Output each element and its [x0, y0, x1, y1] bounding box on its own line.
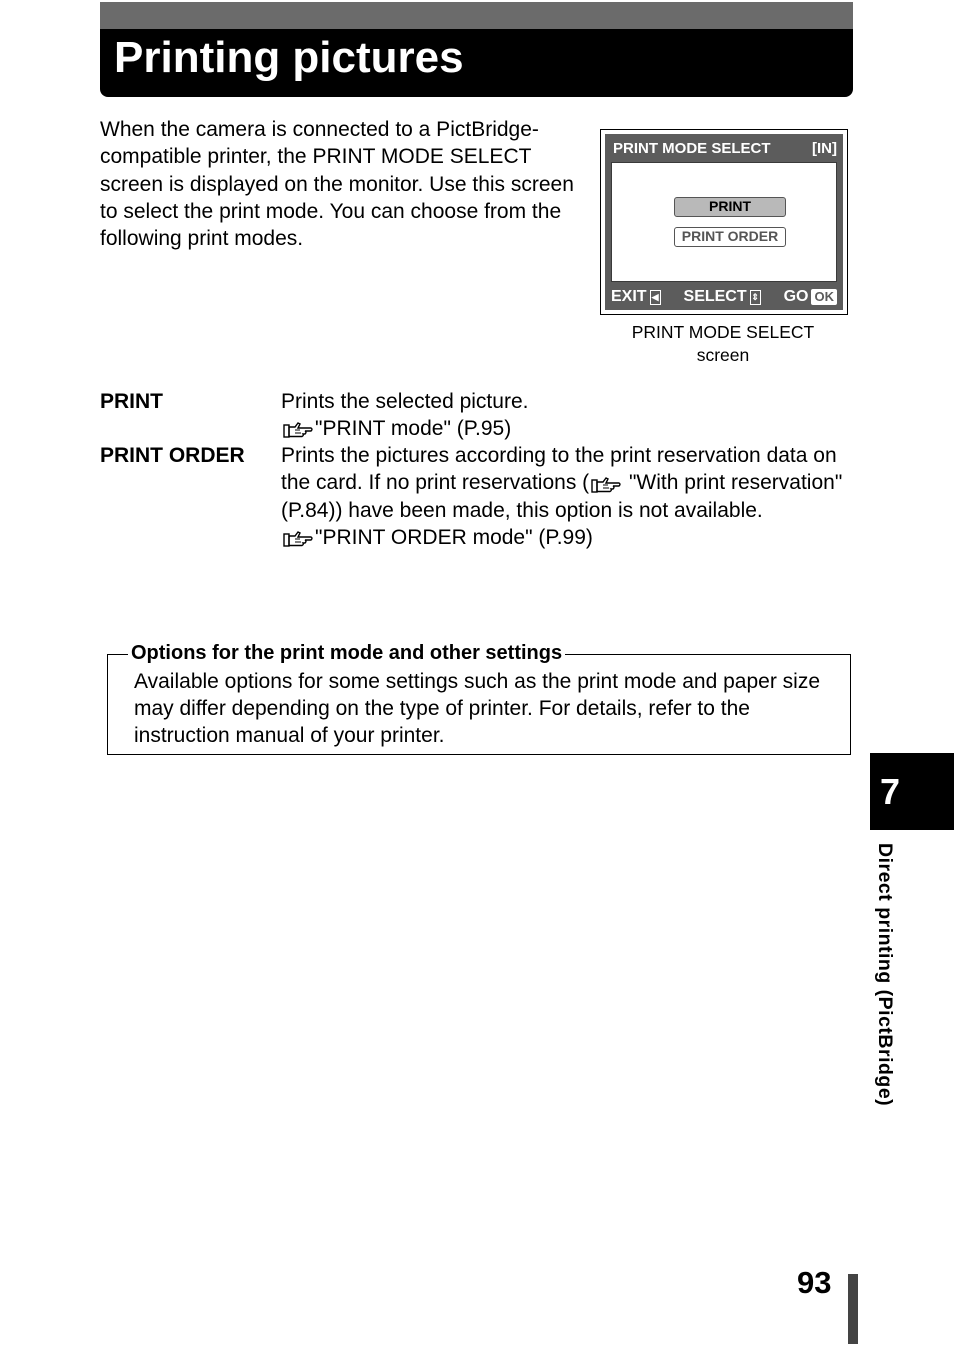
desc-print-order-part2: "With print reservation" (P.84)) have been made, this option is not available. [281, 471, 843, 522]
print-mode-select-screen [600, 129, 848, 315]
definition-desc-print [281, 388, 856, 443]
screen-caption-line1: PRINT MODE SELECT [631, 322, 815, 342]
desc-print-order-part1: Prints the pictures according to the print reservation data on the card. If no print reservations ( [281, 444, 837, 495]
go-label: GO [783, 288, 809, 305]
note-heading: Options for the print mode and other settings [128, 640, 565, 666]
camera-screen-title: PRINT MODE SELECT [613, 140, 771, 157]
note-text: Available options for some settings such as the print mode and paper size may differ depending on the type of printer. For details, refer to the instruction manual of your printer. [134, 670, 821, 747]
memory-indicator: [IN] [812, 140, 837, 157]
menu-option-print-order[interactable]: PRINT ORDER [674, 227, 786, 247]
chapter-side-label: Direct printing (PictBridge) [874, 843, 896, 1107]
page-number-bar [848, 1274, 858, 1344]
page-title-bar [100, 2, 853, 97]
reference-print-order-mode[interactable] [281, 524, 856, 551]
definition-term-print: PRINT [100, 390, 163, 413]
select-label: SELECT [683, 288, 747, 305]
exit-label: EXIT [611, 288, 647, 305]
reference-print-order-mode-text: "PRINT ORDER mode" (P.99) [315, 525, 593, 549]
menu-option-print[interactable]: PRINT [674, 197, 786, 217]
definition-desc-print-text: Prints the selected picture. [281, 390, 529, 413]
go-hint [784, 286, 837, 308]
screen-caption [600, 321, 846, 367]
definition-desc-print-order [281, 442, 856, 551]
intro-paragraph: When the camera is connected to a PictBridge-compatible printer, the PRINT MODE SELECT screen is displayed on the monitor. Use this screen to select the print mode. You can choose from the following print modes. [100, 118, 574, 251]
pointing-hand-icon [281, 528, 315, 548]
definition-desc-print-order-text [281, 442, 856, 524]
pointing-hand-icon [589, 474, 623, 494]
camera-screen-footer [611, 286, 837, 308]
definition-term-print-order: PRINT ORDER [100, 444, 245, 467]
left-arrow-key-icon: ◀ [650, 290, 661, 305]
ok-button-icon: OK [811, 289, 837, 305]
pointing-hand-icon [281, 419, 315, 439]
screen-caption-line2: screen [696, 345, 750, 365]
reference-print-mode[interactable] [281, 415, 856, 442]
page-number: 93 [797, 1265, 832, 1300]
exit-hint [611, 286, 661, 308]
reference-print-mode-text: "PRINT mode" (P.95) [315, 417, 512, 441]
title-bar-strip [100, 2, 853, 29]
chapter-tab: 7 [870, 753, 954, 830]
select-hint [684, 286, 761, 308]
camera-screen-title-row [613, 138, 837, 160]
page-title: Printing pictures [114, 33, 464, 82]
camera-screen-menu [611, 162, 837, 282]
up-down-arrow-key-icon: ⇕ [750, 290, 761, 305]
note-box [107, 642, 851, 755]
camera-screen-display [605, 134, 843, 310]
